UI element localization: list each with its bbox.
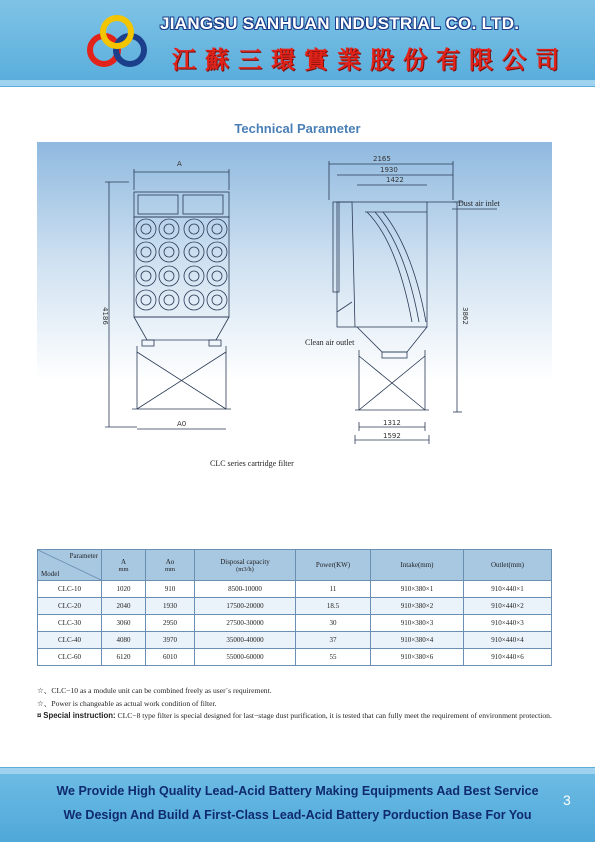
filter-cartridge [184, 219, 204, 239]
note-modular-unit: ☆、CLC−10 as a module unit can be combined freely as user`s requirement. [37, 686, 272, 695]
company-name-english: JIANGSU SANHUAN INDUSTRIAL CO. LTD. [160, 14, 520, 33]
table-corner-cell [38, 550, 102, 581]
filter-cartridge-grid [136, 219, 227, 310]
capacity-cell: 8500-10000 [195, 581, 296, 598]
corner-model-label: Model [41, 570, 60, 578]
filter-cartridge-core [164, 271, 174, 281]
model-cell: CLC-10 [38, 581, 102, 598]
table-header-row [38, 550, 552, 581]
filter-cartridge-core [212, 224, 222, 234]
outlet-cell: 910×440×6 [464, 649, 552, 666]
filter-cartridge [136, 242, 156, 262]
filter-cartridge-core [164, 295, 174, 305]
dim-1312-label: 1312 [383, 419, 401, 427]
dim-1592-label: 1592 [383, 432, 401, 440]
filter-cartridge [207, 242, 227, 262]
table-row [38, 649, 552, 666]
parameter-table [37, 549, 552, 666]
column-header-intake: Intake(mm) [371, 550, 464, 581]
model-cell: CLC-60 [38, 649, 102, 666]
column-header-capacity: Disposal capacity (m3/h) [195, 550, 296, 581]
filter-cartridge-core [212, 295, 222, 305]
filter-cartridge-core [212, 247, 222, 257]
filter-cartridge-core [141, 295, 151, 305]
intake-cell: 910×380×4 [371, 632, 464, 649]
ao-cell: 6010 [146, 649, 195, 666]
notes-section [37, 685, 557, 723]
footer-slogan-1: We Provide High Quality Lead-Acid Battery Making Equipments Aad Best Service [56, 784, 539, 798]
note-special-instruction [37, 710, 557, 723]
dim-2165-label: 2165 [373, 155, 391, 163]
filter-cartridge [207, 290, 227, 310]
column-header-ao: Ao mm [146, 550, 195, 581]
table-row [38, 615, 552, 632]
model-cell: CLC-40 [38, 632, 102, 649]
bullet-icon: ¤ [37, 711, 42, 720]
intake-cell: 910×380×1 [371, 581, 464, 598]
dim-1422-label: 1422 [386, 176, 404, 184]
a-cell: 6120 [102, 649, 146, 666]
a-cell: 1020 [102, 581, 146, 598]
dim-height-side-label: 3862 [461, 307, 469, 325]
dim-height-front-label: 4186 [101, 307, 109, 325]
special-instruction-label: Special instruction: [43, 711, 116, 720]
capacity-cell: 27500-30000 [195, 615, 296, 632]
filter-cartridge-core [212, 271, 222, 281]
model-cell: CLC-30 [38, 615, 102, 632]
section-title: Technical Parameter [234, 121, 361, 136]
intake-cell: 910×380×3 [371, 615, 464, 632]
ao-cell: 1930 [146, 598, 195, 615]
filter-cartridge [207, 266, 227, 286]
cartridge-filter-drawing [37, 142, 552, 484]
filter-cartridge [159, 290, 179, 310]
capacity-cell: 55000-60000 [195, 649, 296, 666]
model-cell: CLC-20 [38, 598, 102, 615]
power-cell: 18.5 [296, 598, 371, 615]
note-power: ☆、Power is changeable as actual work condition of filter. [37, 698, 217, 708]
drawing-caption: CLC series cartridge filter [210, 459, 294, 468]
clean-air-outlet-label: Clean air outlet [305, 338, 355, 347]
table-row [38, 632, 552, 649]
outlet-cell: 910×440×2 [464, 598, 552, 615]
power-cell: 11 [296, 581, 371, 598]
filter-cartridge [207, 219, 227, 239]
a-cell: 3060 [102, 615, 146, 632]
dim-a0-label: A0 [177, 420, 187, 428]
filter-cartridge-core [141, 247, 151, 257]
capacity-cell: 17500-20000 [195, 598, 296, 615]
ao-cell: 3970 [146, 632, 195, 649]
ao-cell: 910 [146, 581, 195, 598]
header-divider [0, 86, 595, 87]
three-rings-logo-icon [82, 12, 152, 70]
intake-cell: 910×380×2 [371, 598, 464, 615]
filter-cartridge [136, 219, 156, 239]
filter-cartridge-core [189, 224, 199, 234]
power-cell: 37 [296, 632, 371, 649]
filter-cartridge [159, 219, 179, 239]
filter-cartridge-core [141, 224, 151, 234]
dust-air-inlet-label: Dust air inlet [458, 199, 500, 208]
outlet-cell: 910×440×4 [464, 632, 552, 649]
filter-cartridge [184, 290, 204, 310]
filter-cartridge [159, 242, 179, 262]
table-row [38, 598, 552, 615]
filter-cartridge-core [189, 271, 199, 281]
filter-cartridge [184, 266, 204, 286]
outlet-cell: 910×440×1 [464, 581, 552, 598]
filter-cartridge-core [141, 271, 151, 281]
technical-drawing-panel [37, 142, 552, 484]
filter-cartridge [136, 290, 156, 310]
intake-cell: 910×380×6 [371, 649, 464, 666]
filter-cartridge [184, 242, 204, 262]
filter-cartridge-core [189, 295, 199, 305]
corner-parameter-label: Parameter [69, 552, 98, 560]
page-number: 3 [563, 792, 571, 808]
column-header-power: Power(KW) [296, 550, 371, 581]
ao-cell: 2950 [146, 615, 195, 632]
power-cell: 55 [296, 649, 371, 666]
filter-cartridge-core [164, 247, 174, 257]
filter-cartridge [159, 266, 179, 286]
dim-1930-label: 1930 [380, 166, 398, 174]
a-cell: 2040 [102, 598, 146, 615]
dim-a-label: A [177, 160, 182, 168]
filter-cartridge-core [189, 247, 199, 257]
outlet-cell: 910×440×3 [464, 615, 552, 632]
filter-cartridge-core [164, 224, 174, 234]
footer-slogan-2: We Design And Build A First-Class Lead-Acid Battery Porduction Base For You [63, 808, 532, 822]
power-cell: 30 [296, 615, 371, 632]
capacity-cell: 35000-40000 [195, 632, 296, 649]
table-row [38, 581, 552, 598]
column-header-a: A mm [102, 550, 146, 581]
column-header-outlet: Outlet(mm) [464, 550, 552, 581]
a-cell: 4080 [102, 632, 146, 649]
filter-cartridge [136, 266, 156, 286]
company-name-chinese: 江蘇三環實業股份有限公司 [172, 45, 568, 74]
special-instruction-text: CLC−8 type filter is special designed for last−stage dust purification, it is tested that can fully meet the requirement of environment protection. [117, 711, 552, 720]
